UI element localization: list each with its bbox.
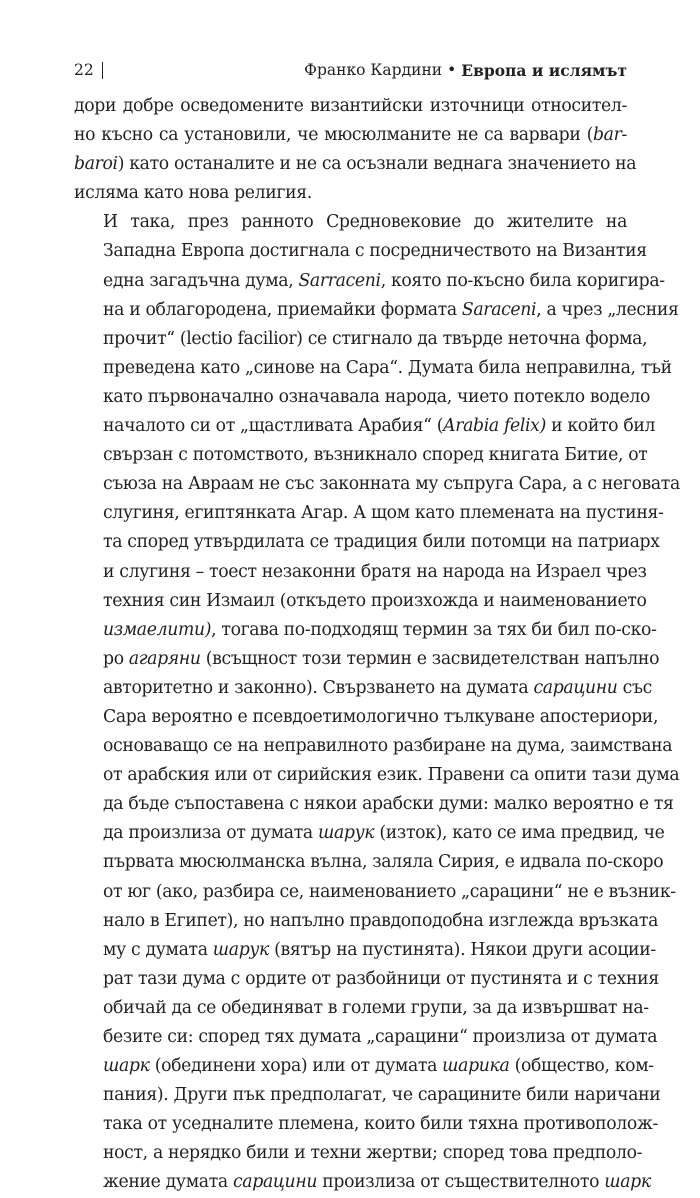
text-segment: пания). Други пък предполагат, че сарацините били наричани — [103, 1085, 661, 1106]
text-segment: Сара вероятно е псевдоетимологично тълкуване апостериори, — [103, 706, 659, 727]
text-segment: като първоначално означавала народа, чието потекло водело — [103, 386, 651, 407]
text-line — [74, 528, 660, 557]
text-segment: но късно са установили, че мюсюлманите не са варвари ( — [74, 125, 593, 146]
author-name: Франко Кардини — [304, 61, 443, 79]
text-segment: безите си: според тях думата „сарацини“ произлиза от думата — [103, 1027, 658, 1047]
header-rule — [102, 62, 104, 79]
text-segment: и слугиня – тоест незаконни братя на народа на Израел чрез — [103, 561, 647, 582]
italic-term: шарика — [442, 1056, 510, 1077]
page-number: 22 — [74, 61, 94, 79]
text-line — [74, 499, 664, 528]
text-line — [74, 470, 680, 499]
text-line — [74, 965, 659, 994]
text-segment: жение думата — [103, 1172, 233, 1193]
text-line — [74, 994, 649, 1023]
italic-term: шарук — [318, 823, 375, 844]
italic-term: измаелити) — [103, 619, 212, 640]
text-line — [74, 92, 627, 121]
text-line — [74, 325, 648, 354]
text-segment: преведена като „синове на Сара“. Думата била неправилна, тъй — [103, 357, 672, 378]
text-segment: (всъщност този термин е засвидетелстван напълно — [200, 648, 660, 669]
italic-term: Arabia felix) — [443, 416, 546, 437]
text-segment: (общество, ком- — [509, 1056, 654, 1077]
text-segment: , а чрез „лесния — [536, 299, 679, 320]
italic-term: bar- — [592, 125, 627, 146]
text-segment: дори добре осведомените византийски източници относител- — [74, 96, 627, 116]
text-line — [74, 354, 672, 383]
text-segment: основаващо се на неправилното разбиране на дума, заимствана — [103, 736, 673, 757]
text-line — [74, 616, 657, 645]
text-line — [74, 237, 647, 266]
text-segment: прочит“ (lectio facilior) се стигнало да твърде неточна форма, — [103, 328, 648, 349]
text-line — [74, 761, 680, 790]
running-head — [304, 61, 627, 80]
text-segment: слугиня, египтянката Агар. А щом като племената на пустиня- — [103, 503, 664, 524]
text-line — [74, 790, 674, 819]
text-line — [74, 558, 647, 587]
text-segment: съюза на Авраам не със законната му съпруга Сара, а с неговата — [103, 474, 680, 495]
text-segment: Западна Европа достигнала с посредничеството на Византия — [103, 241, 647, 262]
text-segment: ро — [103, 648, 129, 669]
text-line — [74, 1139, 643, 1168]
page-header — [74, 58, 627, 82]
text-line — [74, 819, 665, 848]
text-segment: със — [617, 677, 652, 698]
page-number-block — [74, 61, 103, 79]
text-line — [74, 674, 652, 703]
text-segment: авторитетно и законно). Свързването на думата — [103, 677, 534, 698]
italic-term: шарк — [103, 1056, 150, 1077]
text-segment: му с думата — [103, 939, 213, 960]
text-segment: (изток), като се има предвид, че — [374, 823, 665, 844]
text-segment: да бъде съпоставена с някои арабски думи: малко вероятно е тя — [103, 794, 674, 815]
body-text — [74, 92, 680, 1198]
text-segment: обичай да се обединяват в големи групи, за да извършват на- — [103, 997, 649, 1018]
text-segment: така от уседналите племена, които били тяхна противополож- — [103, 1114, 658, 1135]
italic-term: Saraceni — [461, 299, 537, 320]
italic-term: шарк — [604, 1172, 651, 1193]
text-segment: началото си от „щастливата Арабия“ ( — [103, 416, 444, 437]
text-line — [74, 412, 656, 441]
text-line — [74, 878, 676, 907]
text-line — [74, 267, 665, 296]
text-segment: и който бил — [545, 416, 656, 437]
text-segment: от арабския или от сирийския език. Правени са опити тази дума — [103, 765, 680, 786]
paragraph — [74, 92, 637, 208]
italic-term: Sarraceni — [298, 270, 381, 291]
text-segment: нало в Египет), но напълно правдоподобна изглежда връзката — [103, 910, 658, 931]
text-line — [74, 179, 627, 208]
italic-term: сарацини — [533, 677, 618, 698]
text-line — [74, 587, 647, 616]
text-line — [74, 703, 659, 732]
text-segment: на и облагородена, приемайки формата — [103, 299, 462, 320]
text-line — [74, 1023, 658, 1052]
text-line — [74, 441, 648, 470]
text-line — [74, 150, 637, 179]
text-segment: (обединени хора) или от думата — [149, 1056, 443, 1077]
italic-term: шарук — [212, 939, 270, 960]
text-segment: произлиза от съществителното — [317, 1172, 605, 1193]
italic-term: сарацини — [233, 1172, 318, 1193]
text-segment: , която по-късно била коригира- — [380, 270, 665, 291]
text-segment: ) като останалите и не са осъзнали веднага значението на — [117, 154, 637, 175]
text-segment: една загадъчна дума, — [103, 270, 299, 291]
text-segment: И така, през ранното Средновековие до жителите на — [103, 212, 627, 233]
text-line — [74, 296, 679, 325]
text-segment: рат тази дума с ордите от разбойници от пустинята и с техния — [103, 968, 659, 989]
text-line — [74, 732, 673, 761]
header-separator: • — [447, 61, 457, 79]
text-segment: , тогава по-подходящ термин за тях би бил по-ско- — [211, 619, 657, 640]
text-line — [74, 848, 664, 877]
text-line — [74, 121, 627, 150]
text-line — [74, 907, 658, 936]
text-line — [74, 936, 656, 965]
text-segment: да произлиза от думата — [103, 823, 318, 844]
paragraph — [74, 208, 680, 1197]
text-segment: ност, а нерядко били и техни жертви; според това предполо- — [103, 1143, 643, 1164]
text-line — [74, 1081, 661, 1110]
italic-term: baroi — [74, 154, 118, 175]
text-line — [74, 383, 651, 412]
text-segment: исляма като нова религия. — [74, 183, 312, 204]
text-line — [74, 645, 660, 674]
text-line — [74, 1168, 651, 1197]
text-line — [74, 1052, 654, 1081]
text-segment: свързан с потомството, възникнало според книгата Битие, от — [103, 445, 648, 466]
text-segment: първата мюсюлманска вълна, заляла Сирия, е идвала по-скоро — [103, 852, 664, 873]
text-segment: та според утвърдилата се традиция били потомци на патриарх — [103, 532, 660, 553]
text-segment: от юг (ако, разбира се, наименованието „сарацини“ не е възник- — [103, 881, 676, 902]
text-segment: (вятър на пустинята). Някои други асоции- — [269, 939, 656, 960]
text-segment: техния син Измаил (откъдето произхожда и наименованието — [103, 590, 647, 611]
italic-term: агаряни — [128, 648, 201, 669]
text-line — [74, 1110, 658, 1139]
book-title: Европа и ислямът — [461, 60, 627, 80]
text-line — [74, 208, 627, 237]
